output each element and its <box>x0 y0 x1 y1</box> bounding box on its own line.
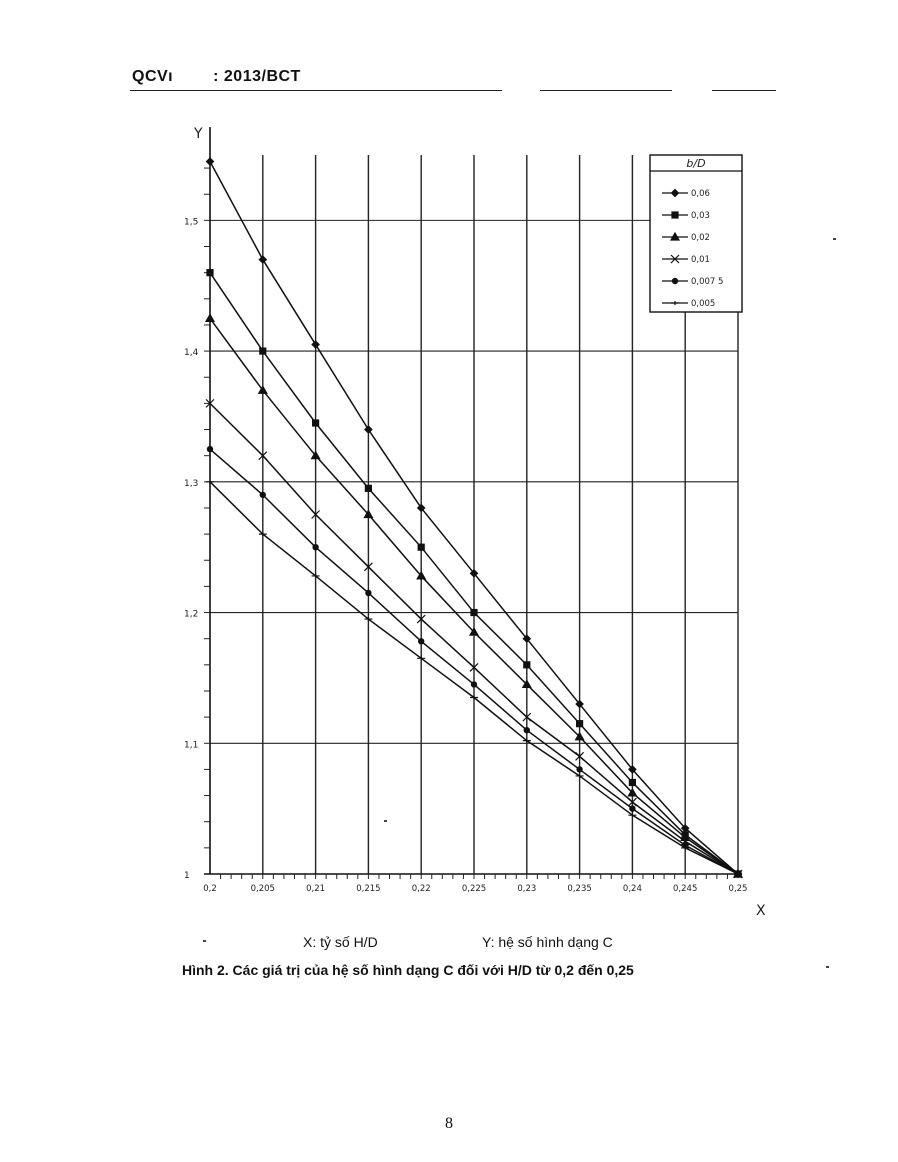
scan-speck <box>826 966 829 968</box>
y-tick-label: 1 <box>184 871 190 881</box>
data-point-s0 <box>259 256 266 263</box>
data-point-s1 <box>629 779 635 785</box>
data-point-s4 <box>260 492 265 497</box>
data-point-s1 <box>471 610 477 616</box>
x-tick-label: 0,235 <box>567 884 592 894</box>
x-tick-label: 0,215 <box>356 884 381 894</box>
data-point-s4 <box>419 639 424 644</box>
legend-label: 0,06 <box>691 189 710 199</box>
x-tick-label: 0,24 <box>622 884 642 894</box>
scan-speck <box>384 820 387 822</box>
legend-label: 0,03 <box>691 211 710 221</box>
data-point-s1 <box>418 544 424 550</box>
x-tick-label: 0,245 <box>673 884 698 894</box>
x-tick-label: 0,2 <box>203 884 217 894</box>
data-point-s4 <box>524 728 529 733</box>
legend-label: 0,007 5 <box>691 277 724 287</box>
data-point-s0 <box>207 158 214 165</box>
data-point-s5 <box>206 480 214 484</box>
data-point-s4 <box>577 767 582 772</box>
y-tick-label: 1,5 <box>184 217 199 228</box>
data-point-s4 <box>366 590 371 595</box>
x-tick-label: 0,25 <box>728 884 748 894</box>
x-tick-label: 0,225 <box>461 884 487 894</box>
data-point-s1 <box>524 662 530 668</box>
x-tick-label: 0,23 <box>517 884 537 894</box>
header-doc-number: : 2013/BCT <box>213 68 301 85</box>
data-point-s0 <box>312 341 319 348</box>
scan-speck <box>203 940 206 942</box>
scan-speck <box>833 238 836 240</box>
data-point-s1 <box>207 270 213 276</box>
y-tick-label: 1,3 <box>184 478 199 489</box>
legend-label: 0,005 <box>691 299 716 309</box>
data-point-s1 <box>365 485 371 491</box>
y-axis-title: Y <box>194 126 203 142</box>
data-point-s4 <box>207 447 212 452</box>
data-point-s1 <box>577 721 583 727</box>
page-number: 8 <box>445 1115 453 1132</box>
legend-label: 0,01 <box>691 255 710 265</box>
data-point-s2 <box>206 314 214 321</box>
legend-title: b/D <box>686 157 706 170</box>
x-tick-label: 0,22 <box>411 884 431 894</box>
y-axis-meaning: Y: hệ số hình dạng C <box>482 934 613 950</box>
y-tick-label: 1,2 <box>184 609 199 620</box>
y-tick-label: 1,1 <box>184 740 199 751</box>
x-tick-label: 0,205 <box>250 884 275 894</box>
y-tick-label: 1,4 <box>184 348 199 359</box>
figure-caption: Hình 2. Các giá trị của hệ số hình dạng C đối với H/D từ 0,2 đến 0,25 <box>182 962 634 978</box>
x-tick-label: 0,21 <box>306 884 326 894</box>
legend-marker <box>672 278 677 283</box>
data-point-s1 <box>313 420 319 426</box>
data-point-s4 <box>313 545 318 550</box>
data-point-s4 <box>630 806 635 811</box>
x-axis-meaning: X: tỷ số H/D <box>303 934 378 950</box>
data-point-s1 <box>260 348 266 354</box>
x-axis-title: X <box>756 903 766 919</box>
legend-marker <box>672 212 678 218</box>
legend-label: 0,02 <box>691 233 710 243</box>
header-doc-code: QCVı <box>132 68 174 85</box>
data-point-s4 <box>471 682 476 687</box>
